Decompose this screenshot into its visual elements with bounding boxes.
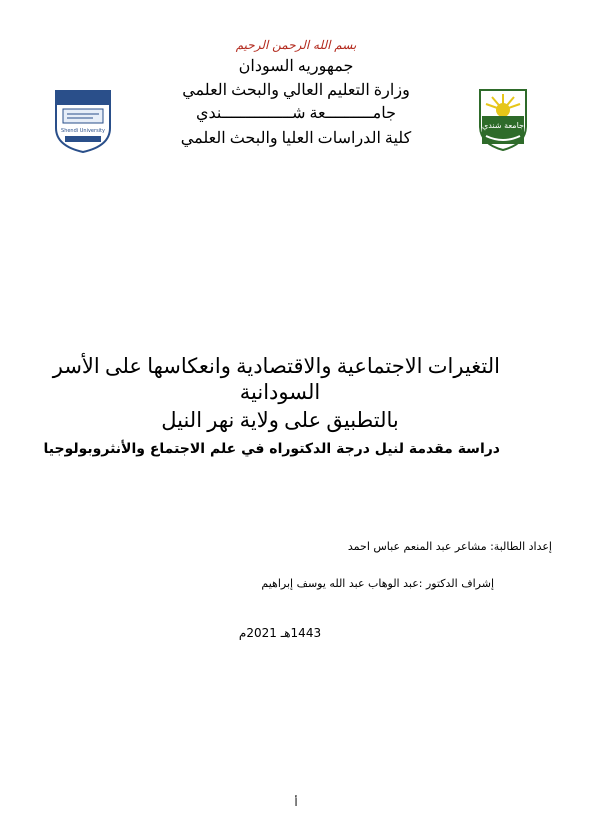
university-line: جامــــــــــعة شـــــــــــــــندي [196,105,396,122]
thesis-title-line-3: بالتطبيق على ولاية نهر النيل [161,408,399,432]
college-line: كلية الدراسات العليا والبحث العلمي [180,130,412,147]
basmala: بسم الله الرحمن الرحيم [235,38,357,52]
college-shield-icon [53,88,113,154]
prepared-by: إعداد الطالبة: مشاعر عبد المنعم عباس احمد [347,540,552,553]
page-number: أ [294,796,298,809]
ministry-line: وزارة التعليم العالي والبحث العلمي [182,82,410,99]
university-emblem-icon [476,86,530,152]
thesis-title-line-1: التغيرات الاجتماعية والاقتصادية وانعكاسها على الأسر [52,354,500,378]
thesis-title-line-2: السودانية [239,380,321,404]
logo-right-text: جامعة شندي [482,121,524,130]
supervisor: إشراف الدكتور :عبد الوهاب عبد الله يوسف إبراهيم [261,577,494,590]
logo-left-text: Shendi University [61,128,105,134]
date: 1443هـ 2021م [238,626,322,640]
thesis-purpose: دراسة مقدمة لنيل درجة الدكتوراه في علم الاجتماع والأنثروبولوجيا [43,441,500,457]
republic-line: جمهوريه السودان [238,58,354,75]
